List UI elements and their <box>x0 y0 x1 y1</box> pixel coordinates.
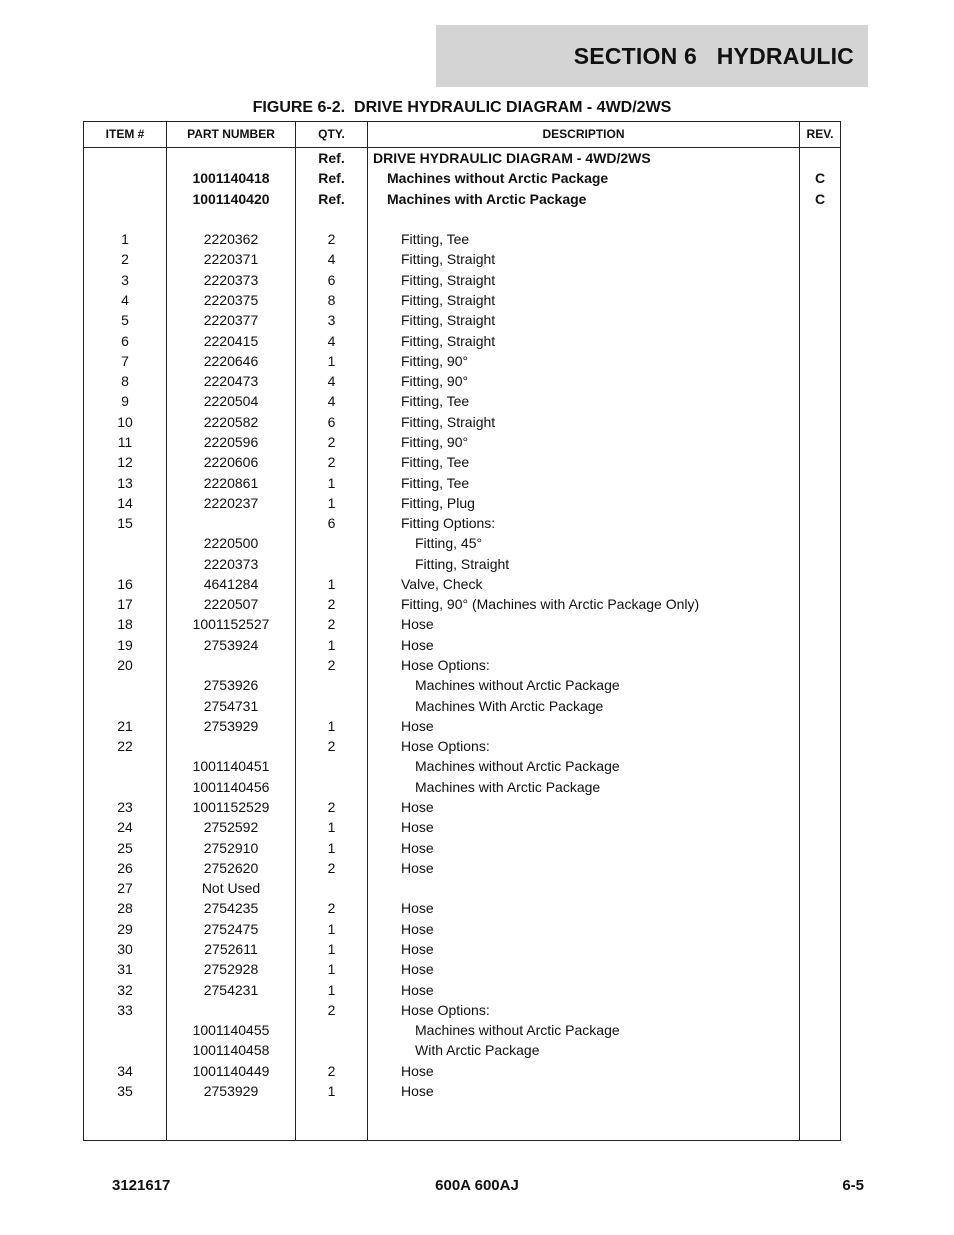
description-cell: Hose <box>401 839 434 856</box>
table-row <box>84 412 840 432</box>
table-row <box>84 533 840 553</box>
part-number-cell: 2220606 <box>203 454 259 471</box>
table-row <box>84 452 840 472</box>
qty-cell: Ref. <box>318 170 345 187</box>
qty-cell: 2 <box>327 433 336 450</box>
qty-cell: 6 <box>327 413 336 430</box>
table-row <box>84 817 840 837</box>
part-number-cell: 2220373 <box>203 271 259 288</box>
part-number-cell: 2220473 <box>203 373 259 390</box>
qty-cell: 1 <box>327 494 336 511</box>
part-number-cell: 1001140456 <box>192 778 270 795</box>
description-cell: Hose <box>401 799 434 815</box>
part-number-cell: 2753929 <box>203 1082 259 1099</box>
description-cell: Fitting, 90° (Machines with Arctic Package Only) <box>401 596 700 613</box>
part-number-cell: 1001140455 <box>192 1022 270 1039</box>
table-row <box>84 554 840 574</box>
table-row <box>84 331 840 351</box>
qty-cell: Ref. <box>318 190 345 207</box>
table-body <box>84 148 840 1101</box>
qty-cell: 4 <box>327 251 336 268</box>
qty-cell: 1 <box>327 717 336 734</box>
part-number-cell: 2752620 <box>203 859 259 876</box>
table-row <box>84 290 840 310</box>
qty-cell: 1 <box>327 474 336 491</box>
column-header-qty: QTY. <box>318 127 345 141</box>
description-cell: Fitting, 90° <box>401 352 469 369</box>
item-number-cell: 31 <box>117 961 133 978</box>
item-number-cell: 26 <box>117 859 133 876</box>
description-cell: Hose <box>401 859 434 876</box>
footer-model: 600A 600AJ <box>435 1177 519 1194</box>
table-row <box>84 777 840 797</box>
description-cell: Hose <box>401 961 434 978</box>
qty-cell: 1 <box>327 575 336 592</box>
part-number-cell: 2754231 <box>203 981 259 998</box>
table-row <box>84 351 840 371</box>
description-cell: Machines without Arctic Package <box>387 170 609 187</box>
qty-cell: 2 <box>327 657 336 674</box>
qty-cell: 2 <box>327 1001 336 1018</box>
table-row <box>84 168 840 188</box>
qty-cell: 2 <box>327 859 336 876</box>
part-number-cell: 1001140418 <box>192 170 270 187</box>
table-row <box>84 229 840 249</box>
qty-cell: 2 <box>327 738 336 755</box>
description-cell: Machines with Arctic Package <box>387 190 587 207</box>
description-cell: Fitting, 90° <box>401 373 469 390</box>
part-number-cell: 1001140420 <box>192 190 270 207</box>
item-number-cell: 4 <box>121 291 129 308</box>
description-cell: Valve, Check <box>401 575 483 592</box>
part-number-cell: 2753926 <box>203 677 259 694</box>
part-number-cell: 2220362 <box>203 231 259 248</box>
description-cell: Fitting, Straight <box>401 312 496 329</box>
description-cell: Machines without Arctic Package <box>415 677 620 694</box>
part-number-cell: 2220500 <box>203 535 259 552</box>
column-header-part-number: PART NUMBER <box>187 127 275 141</box>
part-number-cell: 2220861 <box>203 474 259 491</box>
table-row <box>84 391 840 411</box>
qty-cell: 1 <box>327 981 336 998</box>
item-number-cell: 19 <box>117 636 133 653</box>
description-cell: Fitting, Tee <box>401 231 470 248</box>
description-cell: Fitting, Straight <box>401 332 496 349</box>
item-number-cell: 8 <box>121 373 129 390</box>
qty-cell: 2 <box>327 616 336 633</box>
item-number-cell: 2 <box>121 251 129 268</box>
table-row <box>84 1061 840 1081</box>
description-cell: Machines With Arctic Package <box>415 697 604 714</box>
table-row <box>84 1040 840 1060</box>
description-cell: Fitting, 90° <box>401 433 469 450</box>
item-number-cell: 16 <box>117 575 133 592</box>
description-cell: Hose <box>401 900 434 917</box>
part-number-cell: 2220237 <box>203 494 259 511</box>
table-row <box>84 270 840 290</box>
description-cell: Hose <box>401 1062 434 1079</box>
item-number-cell: 7 <box>121 352 129 369</box>
column-header-description: DESCRIPTION <box>542 127 625 141</box>
table-row <box>84 493 840 513</box>
part-number-cell: 2220507 <box>203 596 259 613</box>
figure-title: FIGURE 6-2. DRIVE HYDRAULIC DIAGRAM - 4WD/2WS <box>252 99 672 116</box>
description-cell: Fitting, Straight <box>401 271 496 288</box>
item-number-cell: 15 <box>117 515 133 532</box>
part-number-cell: 2754731 <box>203 697 259 714</box>
qty-cell: 4 <box>327 332 336 349</box>
description-cell: Fitting, Straight <box>401 291 496 308</box>
table-row <box>84 838 840 858</box>
description-cell: Hose <box>401 981 434 998</box>
qty-cell: 1 <box>327 819 336 836</box>
part-number-cell: 2220375 <box>203 291 259 308</box>
table-row <box>84 736 840 756</box>
qty-cell: 1 <box>327 352 336 369</box>
table-row <box>84 959 840 979</box>
part-number-cell: 2753924 <box>203 636 259 653</box>
description-cell: Fitting, Tee <box>401 454 470 471</box>
table-row <box>84 310 840 330</box>
table-row <box>84 635 840 655</box>
part-number-cell: 2220415 <box>203 332 259 349</box>
description-cell: Fitting, Straight <box>401 251 496 268</box>
part-number-cell: 2752592 <box>203 819 259 836</box>
qty-cell: 1 <box>327 636 336 653</box>
item-number-cell: 23 <box>117 799 133 815</box>
qty-cell: Ref. <box>318 150 345 166</box>
qty-cell: 1 <box>327 1082 336 1099</box>
part-number-cell: 2220646 <box>203 352 259 369</box>
part-number-cell: 1001152527 <box>192 616 270 633</box>
qty-cell: 8 <box>327 291 336 308</box>
part-number-cell: 2220373 <box>203 555 259 572</box>
qty-cell: 2 <box>327 799 336 815</box>
item-number-cell: 14 <box>117 494 133 511</box>
table-row <box>84 858 840 878</box>
item-number-cell: 35 <box>117 1082 133 1099</box>
qty-cell: 1 <box>327 961 336 978</box>
item-number-cell: 22 <box>117 738 133 755</box>
table-row <box>84 797 840 817</box>
description-cell: Machines without Arctic Package <box>415 1022 620 1039</box>
column-header-rev: REV. <box>806 127 834 141</box>
table-row <box>84 655 840 675</box>
column-header-item: ITEM # <box>105 127 145 141</box>
description-cell: Hose Options: <box>401 1001 490 1018</box>
part-number-cell: 2752475 <box>203 920 259 937</box>
description-cell: Machines without Arctic Package <box>415 758 620 775</box>
part-number-cell: 1001140458 <box>192 1042 270 1059</box>
item-number-cell: 24 <box>117 819 133 836</box>
description-cell: Fitting, 45° <box>415 535 483 552</box>
description-cell: DRIVE HYDRAULIC DIAGRAM - 4WD/2WS <box>373 150 651 166</box>
item-number-cell: 21 <box>117 717 133 734</box>
table-row <box>84 1020 840 1040</box>
description-cell: Hose <box>401 1082 434 1099</box>
description-cell: Hose <box>401 819 434 836</box>
item-number-cell: 3 <box>121 271 129 288</box>
table-row <box>84 473 840 493</box>
footer-page-number: 6-5 <box>842 1177 864 1194</box>
table-row <box>84 898 840 918</box>
parts-table <box>83 121 841 1141</box>
part-number-cell: 2752611 <box>204 940 258 957</box>
item-number-cell: 13 <box>117 474 133 491</box>
table-row <box>84 189 840 209</box>
item-number-cell: 27 <box>117 880 133 897</box>
rev-cell: C <box>814 190 826 207</box>
part-number-cell: 2220596 <box>203 433 259 450</box>
item-number-cell: 32 <box>117 981 133 998</box>
item-number-cell: 12 <box>117 454 133 471</box>
description-cell: Fitting, Straight <box>401 413 496 430</box>
description-cell: Fitting, Straight <box>415 555 510 572</box>
qty-cell: 6 <box>327 271 336 288</box>
table-row <box>84 939 840 959</box>
part-number-cell: 2220377 <box>203 312 259 329</box>
table-row <box>84 513 840 533</box>
part-number-cell: 2752910 <box>203 839 259 856</box>
item-number-cell: 18 <box>117 616 133 633</box>
item-number-cell: 30 <box>117 940 133 957</box>
part-number-cell: 1001152529 <box>192 799 270 815</box>
description-cell: Hose <box>401 636 434 653</box>
table-row <box>84 574 840 594</box>
qty-cell: 6 <box>327 515 336 532</box>
item-number-cell: 6 <box>121 332 129 349</box>
part-number-cell: 2752928 <box>203 961 259 978</box>
item-number-cell: 5 <box>121 312 129 329</box>
part-number-cell: 1001140451 <box>192 758 270 775</box>
section-title: SECTION 6 HYDRAULIC <box>573 42 854 69</box>
item-number-cell: 11 <box>117 433 133 450</box>
table-row <box>84 249 840 269</box>
table-row <box>84 1081 840 1101</box>
description-cell: Fitting, Tee <box>401 393 470 410</box>
table-row <box>84 594 840 614</box>
description-cell: Hose <box>401 717 434 734</box>
item-number-cell: 1 <box>121 231 129 248</box>
description-cell: Hose Options: <box>401 738 490 755</box>
description-cell: Hose Options: <box>401 657 490 674</box>
table-row <box>84 148 840 168</box>
qty-cell: 2 <box>327 596 336 613</box>
item-number-cell: 29 <box>117 920 133 937</box>
table-row <box>84 1000 840 1020</box>
qty-cell: 4 <box>327 393 336 410</box>
qty-cell: 1 <box>327 940 336 957</box>
qty-cell: 4 <box>327 373 336 390</box>
part-number-cell: 2753929 <box>203 717 259 734</box>
table-row <box>84 614 840 634</box>
section-banner <box>436 25 868 87</box>
table-row <box>84 696 840 716</box>
description-cell: Fitting, Tee <box>401 474 470 491</box>
item-number-cell: 10 <box>117 413 133 430</box>
item-number-cell: 9 <box>121 393 129 410</box>
item-number-cell: 17 <box>117 596 133 613</box>
part-number-cell: 4641284 <box>203 575 259 592</box>
description-cell: With Arctic Package <box>415 1042 540 1059</box>
table-row <box>84 675 840 695</box>
part-number-cell: 2754235 <box>203 900 259 917</box>
table-row <box>84 371 840 391</box>
part-number-cell: 2220371 <box>203 251 259 268</box>
item-number-cell: 28 <box>117 900 133 917</box>
table-row <box>84 980 840 1000</box>
description-cell: Fitting Options: <box>401 515 496 532</box>
item-number-cell: 20 <box>117 657 133 674</box>
item-number-cell: 33 <box>117 1001 133 1018</box>
table-row <box>84 878 840 898</box>
qty-cell: 3 <box>327 312 336 329</box>
qty-cell: 2 <box>327 1062 336 1079</box>
qty-cell: 2 <box>327 454 336 471</box>
item-number-cell: 25 <box>117 839 133 856</box>
item-number-cell: 34 <box>117 1062 133 1079</box>
description-cell: Hose <box>401 616 434 633</box>
description-cell: Fitting, Plug <box>401 494 475 511</box>
description-cell: Hose <box>401 940 434 957</box>
part-number-cell: 1001140449 <box>192 1062 270 1079</box>
part-number-cell: 2220504 <box>203 393 259 410</box>
table-row <box>84 716 840 736</box>
qty-cell: 1 <box>327 920 336 937</box>
qty-cell: 2 <box>327 900 336 917</box>
part-number-cell: 2220582 <box>203 413 259 430</box>
table-row <box>84 919 840 939</box>
qty-cell: 2 <box>327 231 336 248</box>
footer-doc-number: 3121617 <box>112 1177 171 1194</box>
table-row <box>84 209 840 229</box>
part-number-cell: Not Used <box>201 880 261 897</box>
qty-cell: 1 <box>327 839 336 856</box>
table-row <box>84 756 840 776</box>
rev-cell: C <box>814 170 826 187</box>
table-row <box>84 432 840 452</box>
description-cell: Machines with Arctic Package <box>415 778 601 795</box>
description-cell: Hose <box>401 920 434 937</box>
